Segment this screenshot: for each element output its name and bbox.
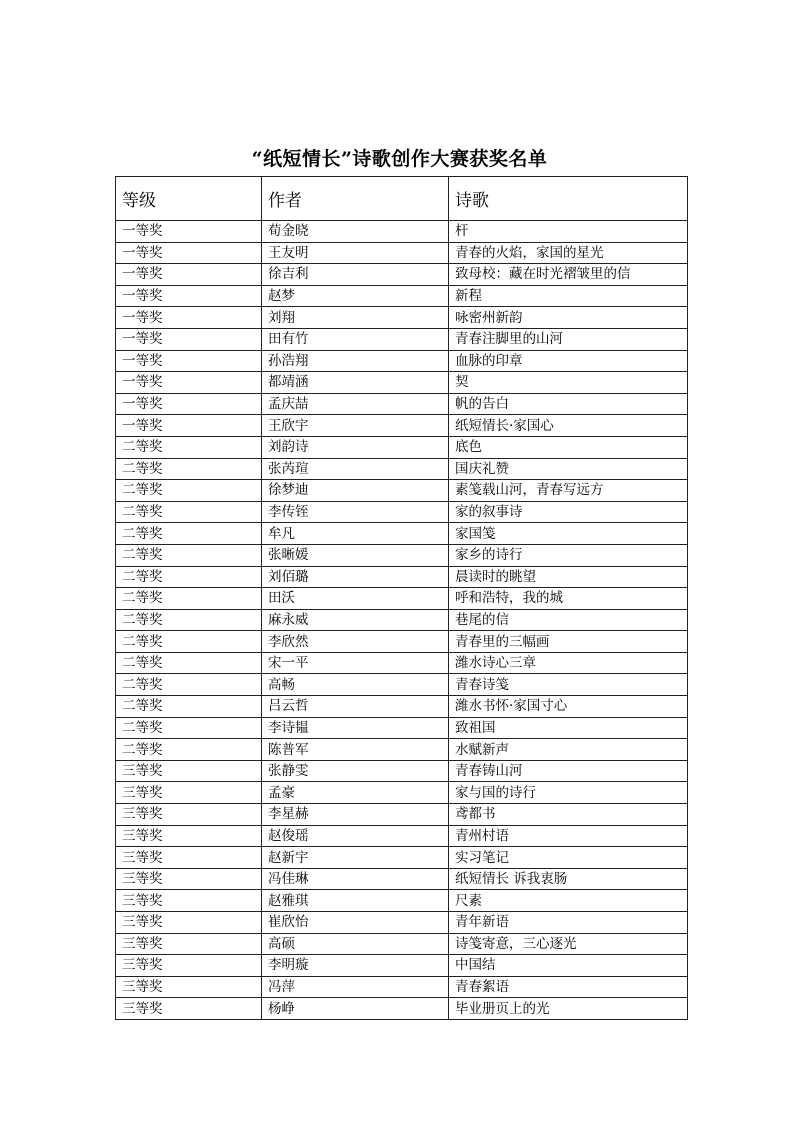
table-row: [116, 307, 688, 329]
table-row: [116, 609, 688, 631]
author-cell: 张静雯: [262, 760, 449, 782]
award-level-cell: 二等奖: [116, 739, 262, 761]
poem-title-cell: 尺素: [449, 890, 688, 912]
table-row: [116, 847, 688, 869]
author-cell: 麻永威: [262, 609, 449, 631]
table-row: [116, 523, 688, 545]
author-cell: 刘韵诗: [262, 436, 449, 458]
poem-title-cell: 致祖国: [449, 717, 688, 739]
award-level-cell: 一等奖: [116, 264, 262, 286]
award-level-cell: 三等奖: [116, 890, 262, 912]
poem-title-cell: 潍水诗心三章: [449, 652, 688, 674]
award-level-cell: 三等奖: [116, 998, 262, 1020]
author-cell: 牟凡: [262, 523, 449, 545]
table-row: [116, 501, 688, 523]
author-cell: 宋一平: [262, 652, 449, 674]
table-row: [116, 436, 688, 458]
poem-title-cell: 青春铸山河: [449, 760, 688, 782]
poem-title-cell: 青春絮语: [449, 976, 688, 998]
table-row: [116, 868, 688, 890]
poem-title-cell: 国庆礼赞: [449, 458, 688, 480]
table-row: [116, 652, 688, 674]
author-cell: 高畅: [262, 674, 449, 696]
award-level-cell: 三等奖: [116, 782, 262, 804]
award-level-cell: 二等奖: [116, 480, 262, 502]
award-level-cell: 三等奖: [116, 933, 262, 955]
poem-title-cell: 青州村语: [449, 825, 688, 847]
award-level-cell: 二等奖: [116, 631, 262, 653]
table-row: [116, 674, 688, 696]
table-row: [116, 588, 688, 610]
poem-title-cell: 新程: [449, 285, 688, 307]
table-row: [116, 804, 688, 826]
author-cell: 李星赫: [262, 804, 449, 826]
poem-title-cell: 青春的火焰，家国的星光: [449, 242, 688, 264]
poem-title-cell: 契: [449, 372, 688, 394]
award-level-cell: 二等奖: [116, 588, 262, 610]
column-header-level: 等级: [116, 177, 262, 221]
author-cell: 田有竹: [262, 328, 449, 350]
poem-title-cell: 咏密州新韵: [449, 307, 688, 329]
poem-title-cell: 毕业册页上的光: [449, 998, 688, 1020]
poem-title-cell: 青春注脚里的山河: [449, 328, 688, 350]
award-level-cell: 三等奖: [116, 955, 262, 977]
poem-title-cell: 家乡的诗行: [449, 544, 688, 566]
author-cell: 高硕: [262, 933, 449, 955]
award-level-cell: 一等奖: [116, 372, 262, 394]
author-cell: 赵雅琪: [262, 890, 449, 912]
award-level-cell: 二等奖: [116, 523, 262, 545]
award-level-cell: 三等奖: [116, 868, 262, 890]
author-cell: 张芮瑄: [262, 458, 449, 480]
table-row: [116, 544, 688, 566]
author-cell: 孙浩翔: [262, 350, 449, 372]
author-cell: 冯萍: [262, 976, 449, 998]
table-header-row: [116, 177, 688, 221]
poem-title-cell: 纸短情长·家国心: [449, 415, 688, 437]
table-row: [116, 458, 688, 480]
author-cell: 孟庆喆: [262, 393, 449, 415]
table-row: [116, 415, 688, 437]
author-cell: 李欣然: [262, 631, 449, 653]
award-level-cell: 二等奖: [116, 717, 262, 739]
table-row: [116, 350, 688, 372]
award-level-cell: 一等奖: [116, 328, 262, 350]
award-level-cell: 三等奖: [116, 825, 262, 847]
award-level-cell: 三等奖: [116, 847, 262, 869]
poem-title-cell: 家与国的诗行: [449, 782, 688, 804]
poem-title-cell: 晨读时的眺望: [449, 566, 688, 588]
poem-title-cell: 实习笔记: [449, 847, 688, 869]
award-level-cell: 三等奖: [116, 976, 262, 998]
award-level-cell: 三等奖: [116, 804, 262, 826]
table-row: [116, 760, 688, 782]
poem-title-cell: 家的叙事诗: [449, 501, 688, 523]
author-cell: 杨峥: [262, 998, 449, 1020]
award-level-cell: 一等奖: [116, 415, 262, 437]
poem-title-cell: 底色: [449, 436, 688, 458]
poem-title-cell: 杆: [449, 221, 688, 243]
award-level-cell: 一等奖: [116, 307, 262, 329]
poem-title-cell: 青春诗笺: [449, 674, 688, 696]
award-level-cell: 一等奖: [116, 350, 262, 372]
award-level-cell: 一等奖: [116, 393, 262, 415]
poem-title-cell: 素笺载山河，青春写远方: [449, 480, 688, 502]
author-cell: 王欣宇: [262, 415, 449, 437]
award-level-cell: 二等奖: [116, 458, 262, 480]
award-level-cell: 三等奖: [116, 912, 262, 934]
poem-title-cell: 致母校：藏在时光褶皱里的信: [449, 264, 688, 286]
author-cell: 李明璇: [262, 955, 449, 977]
table-row: [116, 221, 688, 243]
poem-title-cell: 鸢都书: [449, 804, 688, 826]
table-row: [116, 264, 688, 286]
author-cell: 赵俊瑶: [262, 825, 449, 847]
table-row: [116, 696, 688, 718]
table-row: [116, 890, 688, 912]
award-level-cell: 二等奖: [116, 566, 262, 588]
author-cell: 徐吉利: [262, 264, 449, 286]
author-cell: 刘翔: [262, 307, 449, 329]
author-cell: 赵新宇: [262, 847, 449, 869]
poem-title-cell: 帆的告白: [449, 393, 688, 415]
award-level-cell: 二等奖: [116, 544, 262, 566]
author-cell: 李诗韫: [262, 717, 449, 739]
award-table: [115, 176, 688, 1020]
table-row: [116, 393, 688, 415]
award-level-cell: 一等奖: [116, 242, 262, 264]
table-row: [116, 933, 688, 955]
table-row: [116, 285, 688, 307]
poem-title-cell: 水赋新声: [449, 739, 688, 761]
author-cell: 徐梦迪: [262, 480, 449, 502]
column-header-author: 作者: [262, 177, 449, 221]
author-cell: 冯佳琳: [262, 868, 449, 890]
table-row: [116, 912, 688, 934]
table-row: [116, 739, 688, 761]
award-level-cell: 二等奖: [116, 674, 262, 696]
table-row: [116, 480, 688, 502]
author-cell: 赵梦: [262, 285, 449, 307]
author-cell: 吕云哲: [262, 696, 449, 718]
page-title: “纸短情长”诗歌创作大赛获奖名单: [251, 148, 548, 170]
table-row: [116, 825, 688, 847]
table-row: [116, 955, 688, 977]
author-cell: 李传铚: [262, 501, 449, 523]
poem-title-cell: 青年新语: [449, 912, 688, 934]
table-row: [116, 782, 688, 804]
table-row: [116, 976, 688, 998]
award-level-cell: 一等奖: [116, 285, 262, 307]
poem-title-cell: 巷尾的信: [449, 609, 688, 631]
poem-title-cell: 潍水书怀·家国寸心: [449, 696, 688, 718]
author-cell: 陈普军: [262, 739, 449, 761]
author-cell: 王友明: [262, 242, 449, 264]
table-row: [116, 328, 688, 350]
poem-title-cell: 家国笺: [449, 523, 688, 545]
author-cell: 荀金晓: [262, 221, 449, 243]
award-level-cell: 二等奖: [116, 436, 262, 458]
table-row: [116, 566, 688, 588]
table-row: [116, 998, 688, 1020]
award-level-cell: 二等奖: [116, 501, 262, 523]
award-level-cell: 二等奖: [116, 696, 262, 718]
award-level-cell: 二等奖: [116, 609, 262, 631]
poem-title-cell: 纸短情长 诉我衷肠: [449, 868, 688, 890]
poem-title-cell: 呼和浩特，我的城: [449, 588, 688, 610]
author-cell: 都靖涵: [262, 372, 449, 394]
award-level-cell: 三等奖: [116, 760, 262, 782]
award-level-cell: 一等奖: [116, 221, 262, 243]
author-cell: 田沃: [262, 588, 449, 610]
poem-title-cell: 青春里的三幅画: [449, 631, 688, 653]
author-cell: 刘佰璐: [262, 566, 449, 588]
award-level-cell: 二等奖: [116, 652, 262, 674]
table-row: [116, 631, 688, 653]
poem-title-cell: 诗笺寄意，三心逐光: [449, 933, 688, 955]
column-header-poem: 诗歌: [449, 177, 688, 221]
table-row: [116, 372, 688, 394]
poem-title-cell: 中国结: [449, 955, 688, 977]
table-row: [116, 717, 688, 739]
author-cell: 张晰媛: [262, 544, 449, 566]
author-cell: 孟豪: [262, 782, 449, 804]
poem-title-cell: 血脉的印章: [449, 350, 688, 372]
table-row: [116, 242, 688, 264]
author-cell: 崔欣怡: [262, 912, 449, 934]
